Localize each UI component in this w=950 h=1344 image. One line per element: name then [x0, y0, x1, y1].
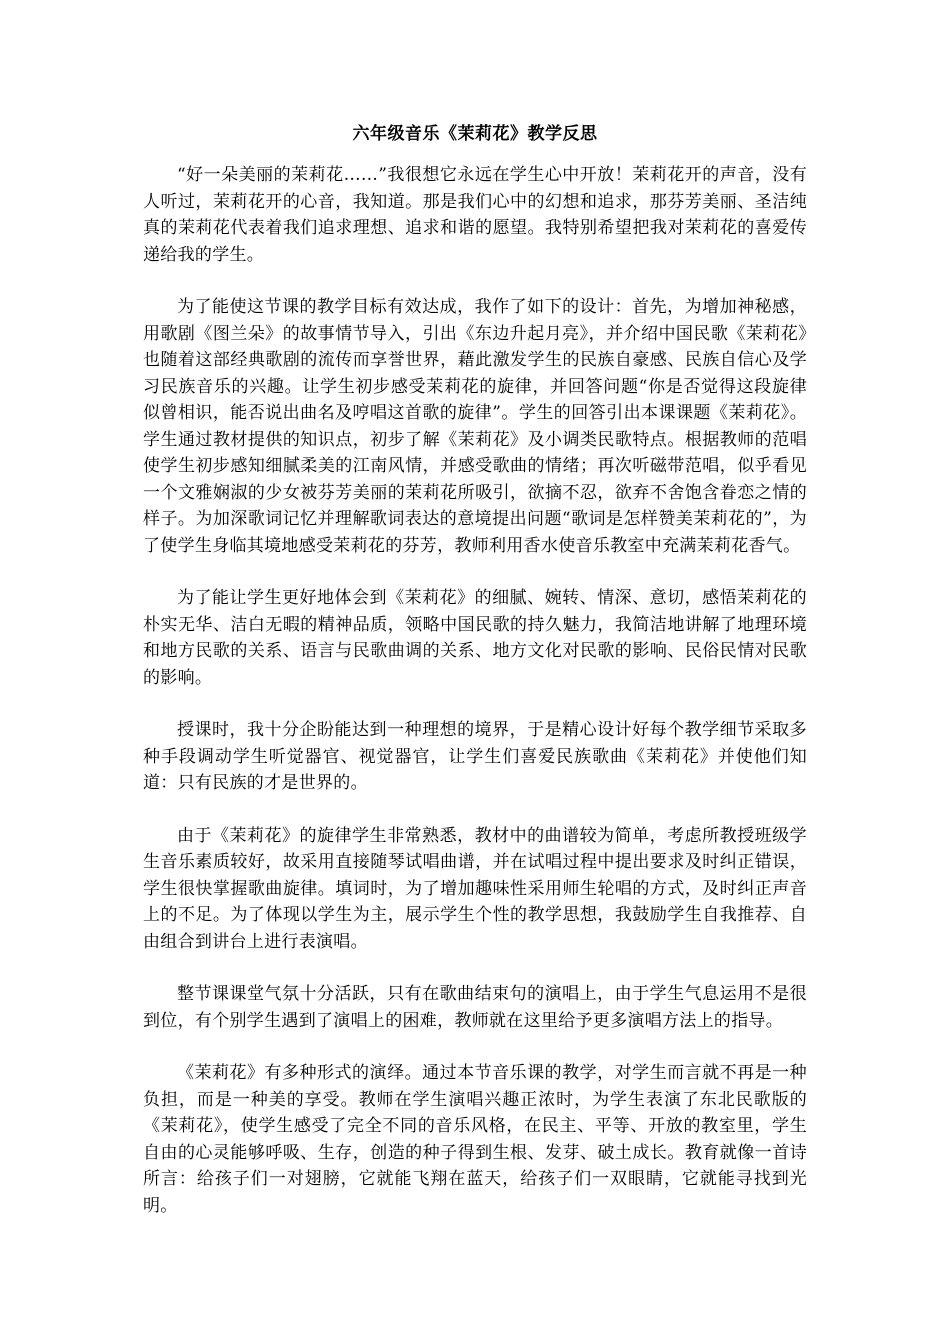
paragraph-3: 为了能让学生更好地体会到《茉莉花》的细腻、婉转、情深、意切，感悟茉莉花的朴实无华、洁白无暇的精神品质，领略中国民歌的持久魅力，我简洁地讲解了地理环境和地方民歌的关系、语言与民歌曲调的关系、地方文化对民歌的影响、民俗民情对民歌的影响。 — [143, 588, 807, 688]
paragraph-4: 授课时，我十分企盼能达到一种理想的境界，于是精心设计好每个教学细节采取多种手段调动学生听觉器官、视觉器官，让学生们喜爱民族歌曲《茉莉花》并使他们知道：只有民族的才是世界的。 — [143, 720, 807, 793]
paragraph-5: 由于《茉莉花》的旋律学生非常熟悉，教材中的曲谱较为简单，考虑所教授班级学生音乐素质较好，故采用直接随琴试唱曲谱，并在试唱过程中提出要求及时纠正错误，学生很快掌握歌曲旋律。填词时，为了增加趣味性采用师生轮唱的方式，及时纠正声音上的不足。为了体现以学生为主，展示学生个性的教学思想，我鼓励学生自我推荐、自由组合到讲台上进行表演唱。 — [143, 825, 807, 952]
paragraph-1: “好一朵美丽的茉莉花……”我很想它永远在学生心中开放！茉莉花开的声音，没有人听过，茉莉花开的心音，我知道。那是我们心中的幻想和追求，那芬芳美丽、圣洁纯真的茉莉花代表着我们追求理想、追求和谐的愿望。我特别希望把我对茉莉花的喜爱传递给我的学生。 — [143, 165, 807, 265]
document-page — [143, 120, 807, 1245]
paragraph-6: 整节课课堂气氛十分活跃，只有在歌曲结束句的演唱上，由于学生气息运用不是很到位，有个别学生遇到了演唱上的困难，教师就在这里给予更多演唱方法上的指导。 — [143, 984, 807, 1031]
document-title: 六年级音乐《茉莉花》教学反思 — [352, 124, 598, 144]
paragraph-2: 为了能使这节课的教学目标有效达成，我作了如下的设计：首先，为增加神秘感，用歌剧《图兰朵》的故事情节导入，引出《东边升起月亮》，并介绍中国民歌《茉莉花》也随着这部经典歌剧的流传而享誉世界，藉此激发学生的民族自豪感、民族自信心及学习民族音乐的兴趣。让学生初步感受茉莉花的旋律，并回答问题“你是否觉得这段旋律似曾相识，能否说出曲名及哼唱这首歌的旋律”。学生的回答引出本课课题《茉莉花》。学生通过教材提供的知识点，初步了解《茉莉花》及小调类民歌特点。根据教师的范唱使学生初步感知细腻柔美的江南风情，并感受歌曲的情绪；再次听磁带范唱，似乎看见一个文雅娴淑的少女被芬芳美丽的茉莉花所吸引，欲摘不忍，欲弃不舍饱含眷恋之情的样子。为加深歌词记忆并理解歌词表达的意境提出问题“歌词是怎样赞美茉莉花的”，为了使学生身临其境地感受茉莉花的芬芳，教师利用香水使音乐教室中充满茉莉花香气。 — [143, 297, 807, 556]
paragraph-7: 《茉莉花》有多种形式的演绎。通过本节音乐课的教学，对学生而言就不再是一种负担，而是一种美的享受。教师在学生演唱兴趣正浓时，为学生表演了东北民歌版的《茉莉花》，使学生感受了完全不同的音乐风格，在民主、平等、开放的教室里，学生自由的心灵能够呼吸、生存，创造的种子得到生根、发芽、破土成长。教育就像一首诗所言：给孩子们一对翅膀，它就能飞翔在蓝天，给孩子们一双眼睛，它就能寻找到光明。 — [143, 1063, 807, 1216]
